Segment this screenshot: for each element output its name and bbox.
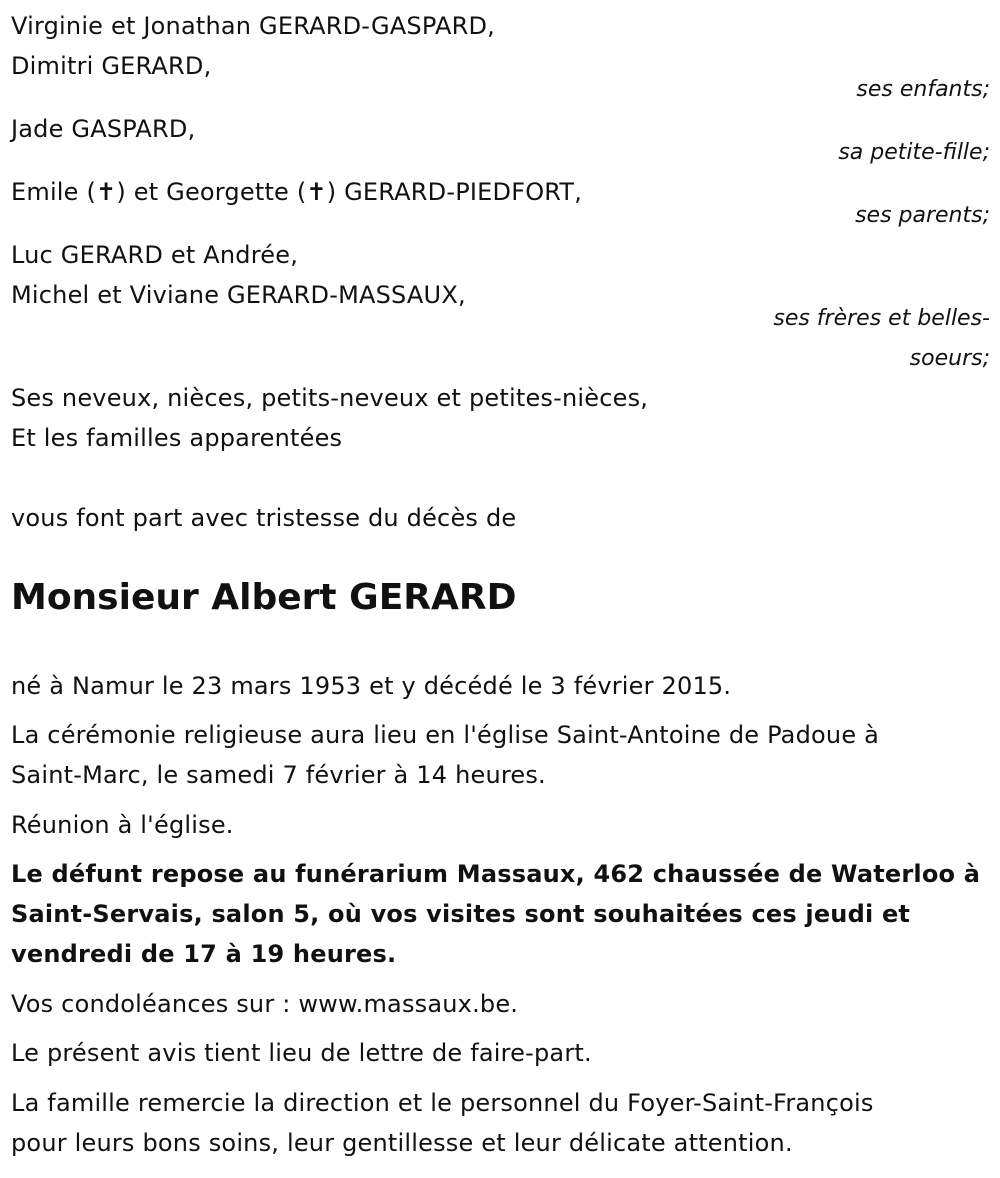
funeral-home-line-1: Le défunt repose au funérarium Massaux, 462 chaussée de Waterloo à — [11, 860, 981, 888]
announcement-text: vous font part avec tristesse du décès de — [11, 504, 517, 532]
condolences-line: Vos condoléances sur : www.massaux.be. — [11, 990, 519, 1018]
meeting-line: Réunion à l'église. — [11, 811, 234, 839]
children-line-2: Dimitri GERARD, — [11, 52, 212, 80]
birth-death-line: né à Namur le 23 mars 1953 et y décédé le 3 février 2015. — [11, 672, 732, 700]
siblings-line-2: Michel et Viviane GERARD-MASSAUX, — [11, 281, 466, 309]
funeral-home-line-3: vendredi de 17 à 19 heures. — [11, 940, 397, 968]
thanks-line-1: La famille remercie la direction et le personnel du Foyer-Saint-François — [11, 1089, 874, 1117]
granddaughter-line: Jade GASPARD, — [11, 115, 196, 143]
nephews-line: Ses neveux, nièces, petits-neveux et petites-nièces, — [11, 384, 649, 412]
funeral-home-line-2: Saint-Servais, salon 5, où vos visites sont souhaitées ces jeudi et — [11, 900, 911, 928]
siblings-relation-line-1: ses frères et belles- — [773, 306, 990, 331]
families-line: Et les familles apparentées — [11, 424, 343, 452]
children-relation: ses enfants; — [856, 77, 990, 102]
siblings-relation-line-2: soeurs; — [909, 346, 990, 371]
granddaughter-relation: sa petite-fille; — [838, 140, 990, 165]
ceremony-line-1: La cérémonie religieuse aura lieu en l'église Saint-Antoine de Padoue à — [11, 721, 880, 749]
parents-relation: ses parents; — [855, 203, 990, 228]
parents-line: Emile (✝) et Georgette (✝) GERARD-PIEDFORT, — [11, 178, 583, 206]
siblings-line-1: Luc GERARD et Andrée, — [11, 241, 299, 269]
deceased-name: Monsieur Albert GERARD — [11, 577, 517, 618]
notice-line: Le présent avis tient lieu de lettre de faire-part. — [11, 1039, 592, 1067]
thanks-line-2: pour leurs bons soins, leur gentillesse et leur délicate attention. — [11, 1129, 793, 1157]
children-line-1: Virginie et Jonathan GERARD-GASPARD, — [11, 12, 496, 40]
ceremony-line-2: Saint-Marc, le samedi 7 février à 14 heures. — [11, 761, 546, 789]
